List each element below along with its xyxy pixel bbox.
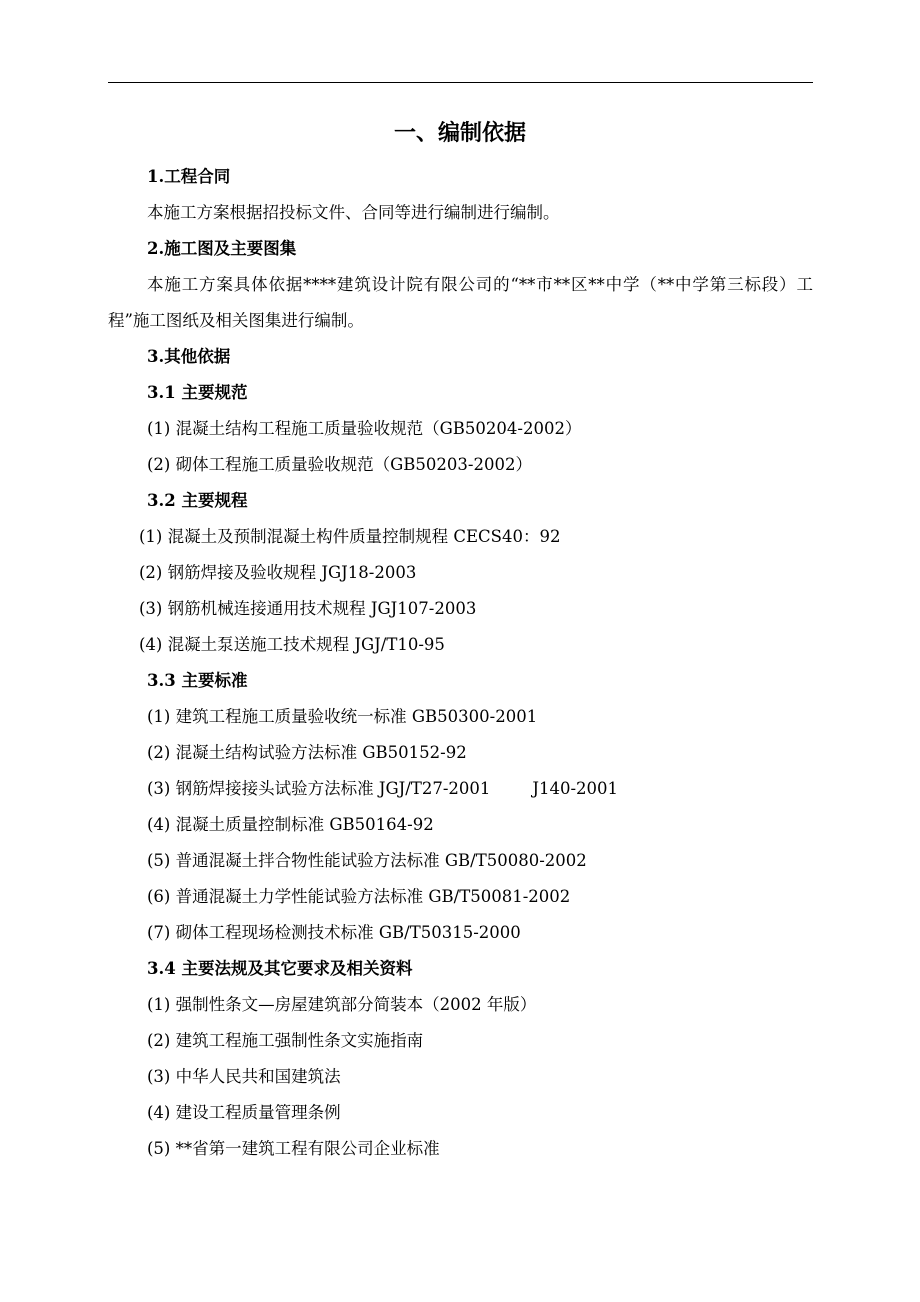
page-title: 一、编制依据 bbox=[393, 120, 526, 146]
section-text-1: 本施工方案根据招投标文件、合同等进行编制进行编制。 bbox=[147, 203, 560, 222]
subsection-heading-3-4: 3.4 主要法规及其它要求及相关资料 bbox=[147, 959, 413, 978]
list-item: (3) 钢筋机械连接通用技术规程 JGJ107-2003 bbox=[139, 599, 477, 618]
list-item: (5) 普通混凝土拌合物性能试验方法标准 GB/T50080-2002 bbox=[147, 851, 587, 870]
list-item: (1) 建筑工程施工质量验收统一标准 GB50300-2001 bbox=[147, 707, 538, 726]
list-item: (3) 中华人民共和国建筑法 bbox=[147, 1067, 341, 1086]
list-item: (6) 普通混凝土力学性能试验方法标准 GB/T50081-2002 bbox=[147, 887, 571, 906]
section-heading-1: 1.工程合同 bbox=[147, 167, 231, 186]
list-item: (4) 建设工程质量管理条例 bbox=[147, 1103, 341, 1122]
list-item: (1) 强制性条文—房屋建筑部分简装本（2002 年版） bbox=[147, 995, 537, 1014]
header-rule bbox=[108, 82, 813, 83]
list-item: (7) 砌体工程现场检测技术标准 GB/T50315-2000 bbox=[147, 923, 521, 942]
list-item: (5) **省第一建筑工程有限公司企业标准 bbox=[147, 1139, 440, 1158]
list-item: (2) 混凝土结构试验方法标准 GB50152-92 bbox=[147, 743, 467, 762]
subsection-heading-3-1: 3.1 主要规范 bbox=[147, 383, 248, 402]
list-item: (4) 混凝土质量控制标准 GB50164-92 bbox=[147, 815, 434, 834]
list-item: (1) 混凝土及预制混凝土构件质量控制规程 CECS40：92 bbox=[139, 527, 561, 546]
list-item: (2) 钢筋焊接及验收规程 JGJ18-2003 bbox=[139, 563, 417, 582]
list-item: (3) 钢筋焊接接头试验方法标准 JGJ/T27-2001 J140-2001 bbox=[147, 779, 619, 798]
list-item: (1) 混凝土结构工程施工质量验收规范（GB50204-2002） bbox=[147, 419, 582, 438]
section-text-2: 本施工方案具体依据****建筑设计院有限公司的“**市**区**中学（**中学第三标段）工程”施工图纸及相关图集进行编制。 bbox=[108, 275, 813, 330]
list-item: (2) 砌体工程施工质量验收规范（GB50203-2002） bbox=[147, 455, 532, 474]
section-heading-3: 3.其他依据 bbox=[147, 347, 231, 366]
section-heading-2: 2.施工图及主要图集 bbox=[147, 239, 297, 258]
list-item: (2) 建筑工程施工强制性条文实施指南 bbox=[147, 1031, 424, 1050]
subsection-heading-3-3: 3.3 主要标准 bbox=[147, 671, 248, 690]
subsection-heading-3-2: 3.2 主要规程 bbox=[147, 491, 248, 510]
list-item: (4) 混凝土泵送施工技术规程 JGJ/T10-95 bbox=[139, 635, 445, 654]
